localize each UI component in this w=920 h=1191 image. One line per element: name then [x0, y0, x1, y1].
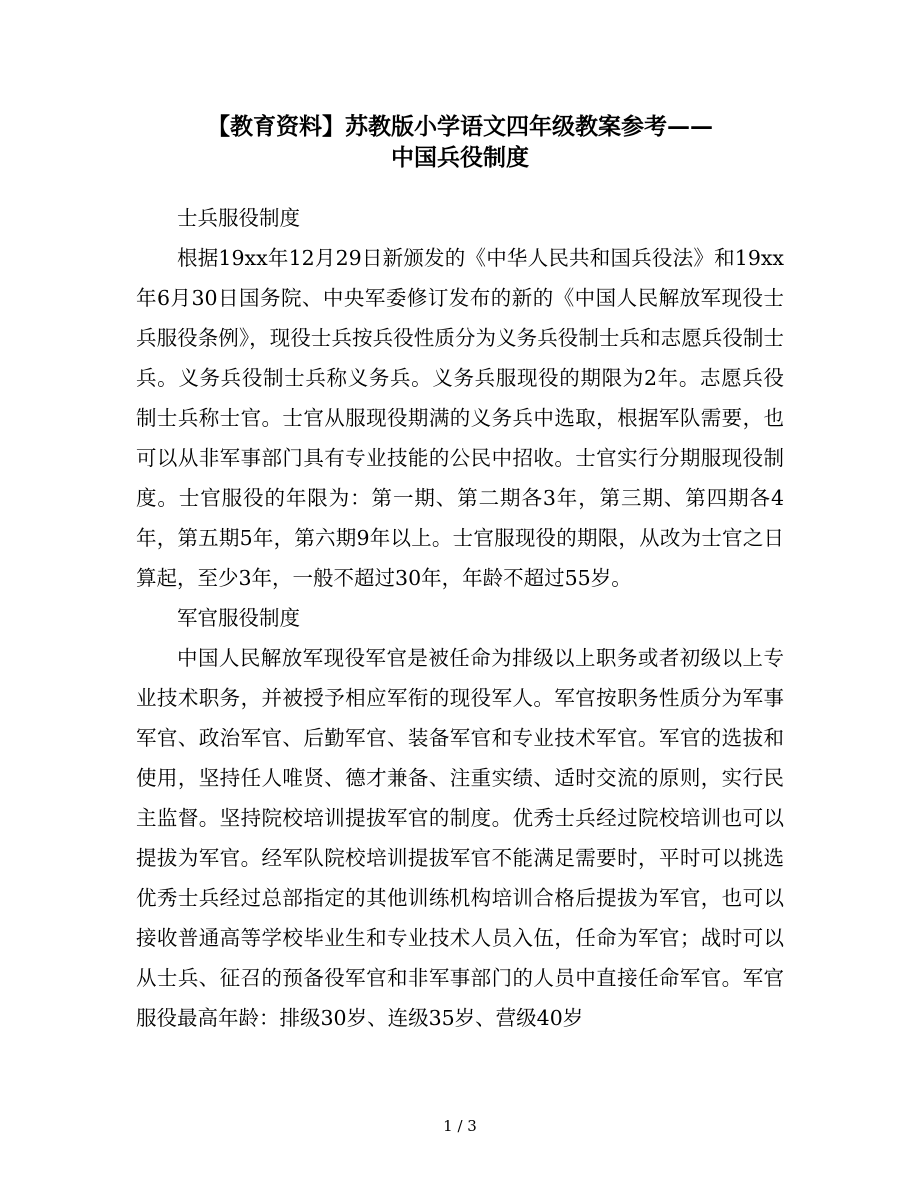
section-heading-officer-service: 军官服役制度 [177, 606, 300, 630]
document-title-line-2: 中国兵役制度 [391, 144, 529, 171]
section-heading-soldier-service: 士兵服役制度 [177, 206, 300, 230]
document-body [136, 198, 784, 1038]
page-number: 1 / 3 [443, 1117, 477, 1135]
section-paragraph-officer-service: 中国人民解放军现役军官是被任命为排级以上职务或者初级以上专业技术职务，并被授予相应军衔的现役军人。军官按职务性质分为军事军官、政治军官、后勤军官、装备军官和专业技术军官。军官的选拔和使用，坚持任人唯贤、德才兼备、注重实绩、适时交流的原则，实行民主监督。坚持院校培训提拔军官的制度。优秀士兵经过院校培训也可以提拔为军官。经军队院校培训提拔军官不能满足需要时，平时可以挑选优秀士兵经过总部指定的其他训练机构培训合格后提拔为军官，也可以接收普通高等学校毕业生和专业技术人员入伍，任命为军官；战时可以从士兵、征召的预备役军官和非军事部门的人员中直接任命军官。军官服役最高年龄：排级30岁、连级35岁、营级40岁 [136, 646, 784, 1030]
document-title-line-1: 【教育资料】苏教版小学语文四年级教案参考—— [207, 113, 713, 140]
section-paragraph-soldier-service: 根据19xx年12月29日新颁发的《中华人民共和国兵役法》和19xx年6月30日国务院、中央军委修订发布的新的《中国人民解放军现役士兵服役条例》，现役士兵按兵役性质分为义务兵役制士兵和志愿兵役制士兵。义务兵役制士兵称义务兵。义务兵服现役的期限为2年。志愿兵役制士兵称士官。士官从服现役期满的义务兵中选取，根据军队需要，也可以从非军事部门具有专业技能的公民中招收。士官实行分期服现役制度。士官服役的年限为：第一期、第二期各3年，第三期、第四期各4年，第五期5年，第六期9年以上。士官服现役的期限，从改为士官之日算起，至少3年，一般不超过30年，年龄不超过55岁。 [136, 246, 784, 590]
